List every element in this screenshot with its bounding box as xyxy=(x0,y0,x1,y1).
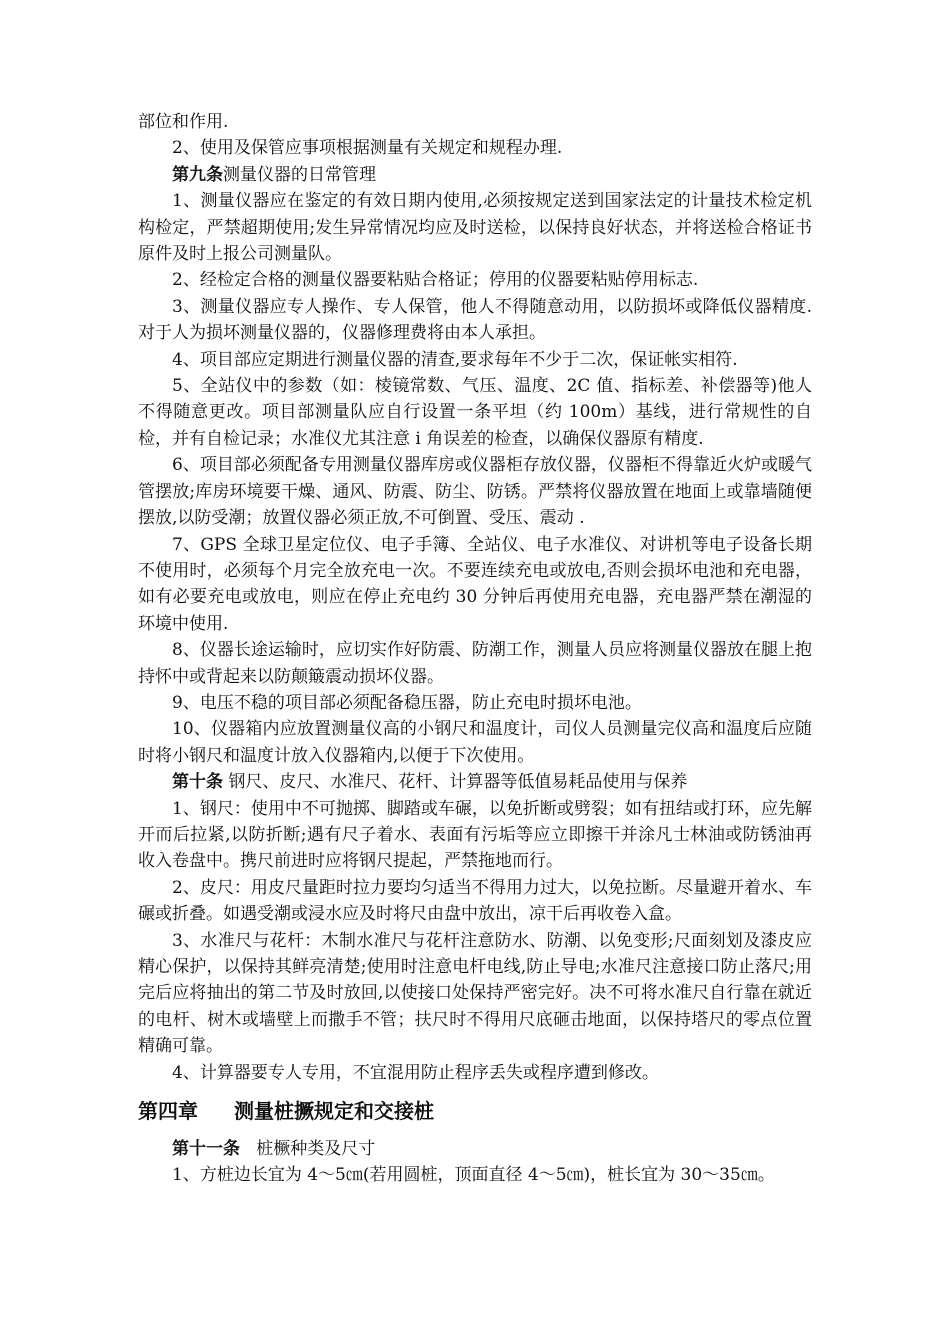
article-11-item-1: 1、方桩边长宜为 4～5㎝(若用圆桩，顶面直径 4～5㎝)，桩长宜为 30～35㎝。 xyxy=(172,1165,775,1186)
article-9-item-2: 2、经检定合格的测量仪器要粘贴合格证；停用的仪器要粘贴停用标志. xyxy=(172,270,699,291)
article-9-item-6: 6、项目部必须配备专用测量仪器库房或仪器柜存放仪器，仪器柜不得靠近火炉或暖气管摆放;库房环境要干燥、通风、防震、防尘、防锈。严禁将仪器放置在地面上或靠墙随便摆放,以防受潮；放置仪器必须正放,不可倒置、受压、震动 . xyxy=(138,455,812,529)
article-9-item-10: 10、仪器箱内应放置测量仪高的小钢尺和温度计，司仪人员测量完仪高和温度后应随时将小钢尺和温度计放入仪器箱内,以便于下次使用。 xyxy=(138,719,812,766)
article-9-heading xyxy=(138,162,812,188)
chapter-4-label: 第四章 xyxy=(138,1099,198,1124)
article-9-item-4: 4、项目部应定期进行测量仪器的清查,要求每年不少于二次，保证帐实相符. xyxy=(172,349,738,370)
paragraph-usage: 2、使用及保管应事项根据测量有关规定和规程办理. xyxy=(172,138,563,159)
chapter-4-title: 测量桩撅规定和交接桩 xyxy=(234,1099,434,1124)
article-10-item-3: 3、水准尺与花杆：木制水准尺与花杆注意防水、防潮、以免变形;尺面刻划及漆皮应精心保护，以保持其鲜亮清楚;使用时注意电杆电线,防止导电;水准尺注意接口防止落尺;用完后应将抽出的第二节及时放回,以使接口处保持严密完好。决不可将水准尺自行靠在就近的电杆、树木或墙壁上而撒手不管；扶尺时不得用尺底砸击地面，以保持塔尺的零点位置精确可靠。 xyxy=(138,930,812,1057)
article-9-item-5: 5、全站仪中的参数（如：棱镜常数、气压、温度、2C 值、指标差、补偿器等)他人不得随意更改。项目部测量队应自行设置一条平坦（约 100m）基线，进行常规性的自检，并有自检记录；水准仪尤其注意 i 角误差的检查，以确保仪器原有精度. xyxy=(138,376,812,449)
article-9-item-1: 1、测量仪器应在鉴定的有效日期内使用,必须按规定送到国家法定的计量技术检定机构检定，严禁超期使用;发生异常情况均应及时送检，以保持良好状态，并将送检合格证书原件及时上报公司测量队。 xyxy=(138,191,812,265)
article-10-title: 钢尺、皮尺、水准尺、花杆、计算器等低值易耗品使用与保养 xyxy=(223,772,688,793)
article-9-item-9: 9、电压不稳的项目部必须配备稳压器，防止充电时损坏电池。 xyxy=(172,692,642,713)
paragraph-intro: 部位和作用. xyxy=(138,112,229,132)
article-11-title: 桩橛种类及尺寸 xyxy=(240,1139,376,1160)
document-body xyxy=(138,109,812,1189)
article-10-item-4: 4、计算器要专人专用，不宜混用防止程序丢失或程序遭到修改。 xyxy=(172,1062,659,1083)
article-11-heading xyxy=(138,1136,812,1162)
article-10-heading xyxy=(138,769,812,795)
article-9-item-3: 3、测量仪器应专人操作、专人保管，他人不得随意动用，以防损坏或降低仪器精度.对于人为损坏测量仪器的，仪器修理费将由本人承担。 xyxy=(138,296,812,344)
article-9-label: 第九条 xyxy=(172,164,223,185)
article-9-item-8: 8、仪器长途运输时，应切实作好防震、防潮工作，测量人员应将测量仪器放在腿上抱持怀中或背起来以防颠簸震动损坏仪器。 xyxy=(138,640,812,687)
article-9-item-7: 7、GPS 全球卫星定位仪、电子手簿、全站仪、电子水准仪、对讲机等电子设备长期不使用时，必须每个月完全放充电一次。不要连续充电或放电,否则会损坏电池和充电器，如有必要充电或放电，则应在停止充电约 30 分钟后再使用充电器，充电器严禁在潮湿的环境中使用. xyxy=(138,534,812,634)
article-9-title: 测量仪器的日常管理 xyxy=(223,164,376,185)
article-10-item-1: 1、钢尺：使用中不可抛掷、脚踏或车碾，以免折断或劈裂；如有扭结或打环，应先解开而后拉紧,以防折断;遇有尺子着水、表面有污垢等应立即擦干并涂凡士林油或防锈油再收入卷盘中。携尺前进时应将钢尺提起，严禁拖地而行。 xyxy=(138,798,812,872)
chapter-4-heading xyxy=(138,1086,812,1136)
article-10-label: 第十条 xyxy=(172,772,223,793)
article-11-label: 第十一条 xyxy=(172,1139,240,1160)
article-10-item-2: 2、皮尺：用皮尺量距时拉力要均匀适当不得用力过大，以免拉断。尽量避开着水、车碾或折叠。如遇受潮或浸水应及时将尺由盘中放出，凉干后再收卷入盒。 xyxy=(138,877,812,925)
